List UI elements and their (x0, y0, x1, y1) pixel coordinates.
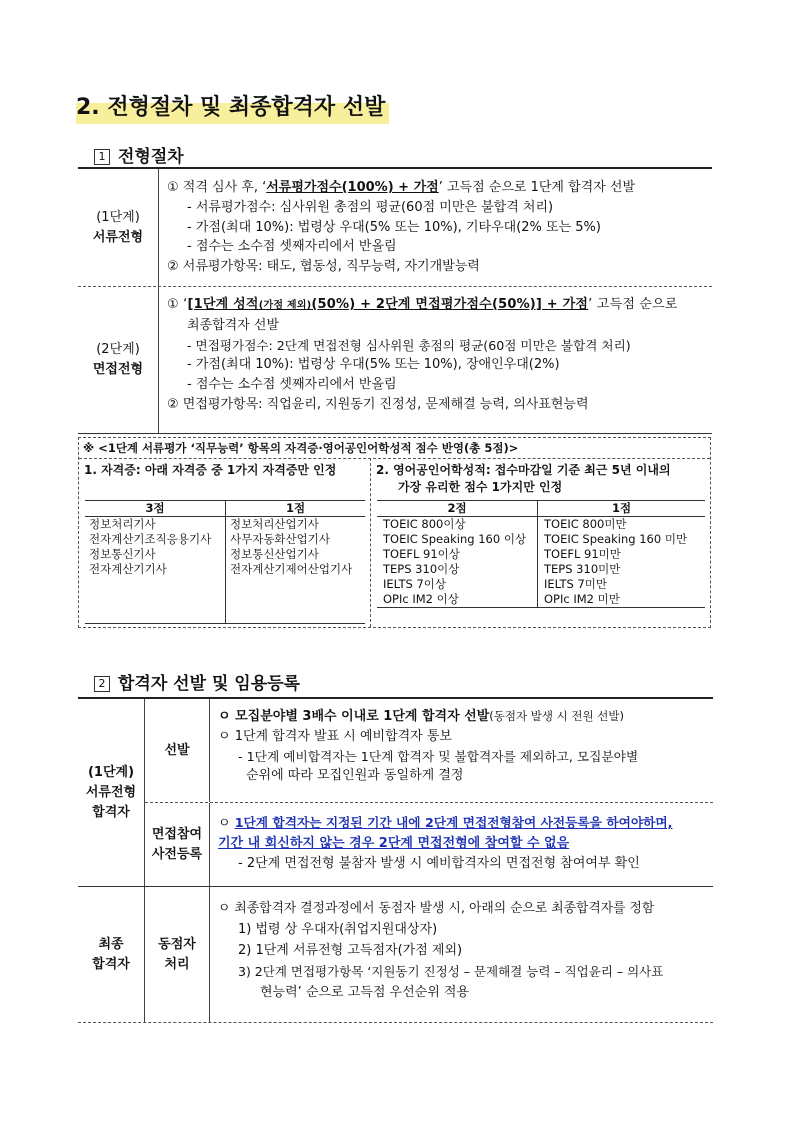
tie-line5: 현능력’ 순으로 고득점 우선순위 적용 (260, 985, 470, 1000)
stage1-label-top: (1단계) (96, 209, 140, 225)
cert-3-item: 정보처리기사 (89, 517, 156, 531)
note-left-head (84, 462, 336, 479)
lang-table (377, 500, 705, 608)
section2-title-text: 합격자 선발 및 임용등록 (118, 674, 300, 694)
cert-1-item: 사무자동화산업기사 (230, 532, 330, 546)
selection-table (78, 697, 713, 1023)
final-label-l2: 합격자 (92, 956, 130, 972)
select-line1 (218, 707, 709, 727)
select-line4: 순위에 따라 모집인원과 동일하게 결정 (246, 768, 464, 784)
stage1-line1 (167, 178, 706, 198)
lang-2-item: OPIc IM2 이상 (383, 592, 459, 606)
stage2-line1-u2: (50%) + 2단계 면접평가점수(50%)] + 가점 (311, 297, 589, 312)
prereg-label (145, 803, 210, 886)
stage2-row (78, 287, 712, 434)
prereg-line3: - 2단계 면접전형 불참자 발생 시 예비합격자의 면접전형 참여여부 확인 (238, 855, 640, 871)
section-heading: 2. 전형절차 및 최종합격자 선발 (76, 92, 389, 124)
stage1-line3: - 가점(최대 10%): 법령상 우대(5% 또는 10%), 기타우대(2% 또는 5%) (187, 219, 601, 235)
stage2-line1-small: (가점 제외) (258, 300, 312, 311)
prereg-content (210, 803, 713, 886)
lang-1-item: TEPS 310미만 (544, 562, 621, 576)
cert-3-item: 전자계산기기사 (89, 562, 167, 576)
lang-table-header (377, 500, 705, 517)
lang-1-list (538, 517, 705, 607)
lang-2-item: TOEIC Speaking 160 이상 (383, 532, 527, 546)
cert-1-item: 전자계산기제어산업기사 (230, 562, 353, 576)
stage2-line2: - 면접평가점수: 2단계 면접전형 심사위원 총점의 평균(60점 미만은 불합격 처리) (187, 337, 631, 353)
stage2-line5: ② 면접평가항목: 직업윤리, 지원동기 진정성, 문제해결 능력, 의사표현능력 (167, 396, 589, 412)
select-row (145, 699, 713, 803)
select-label: 선발 (145, 699, 210, 802)
stage2-label-top: (2단계) (96, 342, 140, 358)
section1-number: 1 (94, 149, 110, 165)
left-head-text: 1. 자격증: 아래 자격증 중 1가지 자격증만 인정 (84, 463, 337, 477)
stage1-label-bottom: 서류전형 (92, 229, 144, 245)
section2-number: 2 (94, 676, 110, 692)
stage2-line1-pre: ① ‘ (167, 297, 188, 312)
stage1-content (159, 169, 712, 286)
prereg-row (145, 803, 713, 886)
lang-1-item: OPIc IM2 미만 (544, 592, 620, 606)
stage2-line4: - 점수는 소수점 셋째자리에서 반올림 (187, 377, 397, 393)
cert-table-header (85, 500, 365, 517)
tie-line1: ㅇ 최종합격자 결정과정에서 동점자 발생 시, 아래의 순으로 최종합격자를 정함 (218, 901, 655, 916)
group1-rows (145, 699, 713, 886)
group1-label-l1: (1단계) (87, 764, 135, 780)
note-vertical-divider (370, 458, 371, 627)
select-line1-bold: ㅇ 모집분야별 3배수 이내로 1단계 합격자 선발 (218, 709, 490, 724)
tie-line3: 2) 1단계 서류전형 고득점자(가점 제외) (238, 943, 463, 958)
tie-line4: 3) 2단계 면접평가항목 ‘지원동기 진정성 – 문제해결 능력 – 직업윤리 – 의사표 (238, 964, 664, 979)
stage1-label (78, 169, 159, 286)
section1-title-text: 전형절차 (118, 147, 184, 167)
cert-col-3: 3점 (85, 501, 226, 516)
prereg-line1 (218, 813, 709, 834)
group1-block (78, 699, 713, 887)
stage2-label-bottom: 면접전형 (92, 362, 144, 377)
stage2-line3: - 가점(최대 10%): 법령상 우대(5% 또는 10%), 장애인우대(2%) (187, 357, 560, 373)
cert-1-item: 정보처리산업기사 (230, 517, 319, 531)
lang-2-item: TEPS 310이상 (383, 562, 460, 576)
cert-3-list (85, 517, 226, 623)
stage1-line5: ② 서류평가항목: 태도, 협동성, 직무능력, 자기개발능력 (167, 259, 480, 275)
stage1-row (78, 169, 712, 287)
select-line2: ㅇ 1단계 합격자 발표 시 예비합격자 통보 (218, 728, 452, 744)
section1-title (94, 142, 184, 167)
select-line3: - 1단계 예비합격자는 1단계 합격자 및 불합격자를 제외하고, 모집분야별 (238, 748, 639, 764)
tie-line2: 1) 법령 상 우대자(취업지원대상자) (238, 922, 438, 937)
tie-content (210, 887, 713, 1022)
stage2-line1-post: ’ 고득점 순으로 (588, 297, 678, 312)
prereg-bullet: ㅇ (218, 816, 231, 831)
group1-label-l2: 서류전형 (85, 784, 137, 800)
stage1-line2: - 서류평가점수: 심사위원 총점의 평균(60점 미만은 불합격 처리) (187, 199, 554, 215)
cert-1-item: 정보통신산업기사 (230, 547, 319, 561)
lang-2-item: IELTS 7이상 (383, 577, 446, 591)
cert-1-list (226, 517, 365, 623)
tie-label2: 처리 (164, 956, 190, 972)
lang-col-1: 1점 (611, 501, 632, 515)
note-right-head (376, 462, 671, 496)
stage2-line1b: 최종합격자 선발 (187, 317, 280, 333)
lang-1-item: TOEIC Speaking 160 미만 (544, 532, 688, 546)
stage1-line1-post: ’ 고득점 순으로 1단계 합격자 선발 (438, 180, 636, 195)
stage1-line4: - 점수는 소수점 셋째자리에서 반올림 (187, 239, 397, 255)
stage2-content (159, 287, 712, 433)
group1-label-l3: 합격자 (92, 804, 130, 820)
stage2-label (78, 287, 159, 433)
tie-label (145, 887, 210, 1022)
stage1-line1-pre: ① 적격 심사 후, ‘ (167, 180, 267, 195)
final-label (78, 887, 145, 1022)
group1-label (78, 699, 145, 886)
section2-title (94, 669, 300, 694)
cert-table-body (85, 517, 365, 624)
stage1-line1-underline: 서류평가점수(100%) + 가점 (266, 180, 439, 195)
lang-1-item: IELTS 7미만 (544, 577, 607, 591)
stage2-line1 (167, 295, 706, 316)
lang-1-item: TOEIC 800미만 (544, 517, 627, 531)
lang-col-2: 2점 (377, 501, 538, 516)
note-divider (79, 458, 710, 459)
tie-label1: 동점자 (158, 936, 196, 952)
lang-1-item: TOEFL 91미만 (544, 547, 621, 561)
lang-2-item: TOEFL 91이상 (383, 547, 460, 561)
cert-3-item: 정보통신기사 (89, 547, 156, 561)
prereg-label2: 사전등록 (151, 846, 203, 862)
prereg-line2: 기간 내 회신하지 않는 경우 2단계 면접전형에 참여할 수 없음 (218, 835, 570, 851)
prereg-label1: 면접참여 (151, 826, 203, 842)
procedure-table (78, 167, 712, 434)
lang-2-list (377, 517, 538, 607)
prereg-line1-text: 1단계 합격자는 지정된 기간 내에 2단계 면접전형참여 사전등록을 하여야하며, (234, 815, 673, 830)
stage2-line1-u1: [1단계 성적 (187, 297, 259, 312)
cert-3-item: 전자계산기조직응용기사 (89, 532, 212, 546)
final-block (78, 887, 713, 1023)
right-head-line2: 가장 유리한 점수 1가지만 인정 (398, 480, 563, 494)
score-note-box (78, 437, 711, 628)
right-head-line1: 2. 영어공인어학성적: 접수마감일 기준 최근 5년 이내의 (376, 463, 671, 477)
final-label-l1: 최종 (98, 936, 124, 952)
cert-table (85, 500, 365, 624)
cert-col-1: 1점 (285, 501, 306, 515)
select-content (210, 699, 713, 802)
lang-table-body (377, 517, 705, 608)
note-title: ※ <1단계 서류평가 ‘직무능력’ 항목의 자격증·영어공인어학성적 점수 반영(총 5점)> (83, 441, 519, 455)
lang-2-item: TOEIC 800이상 (383, 517, 466, 531)
select-line1-small: (동점자 발생 시 전원 선발) (489, 709, 624, 723)
